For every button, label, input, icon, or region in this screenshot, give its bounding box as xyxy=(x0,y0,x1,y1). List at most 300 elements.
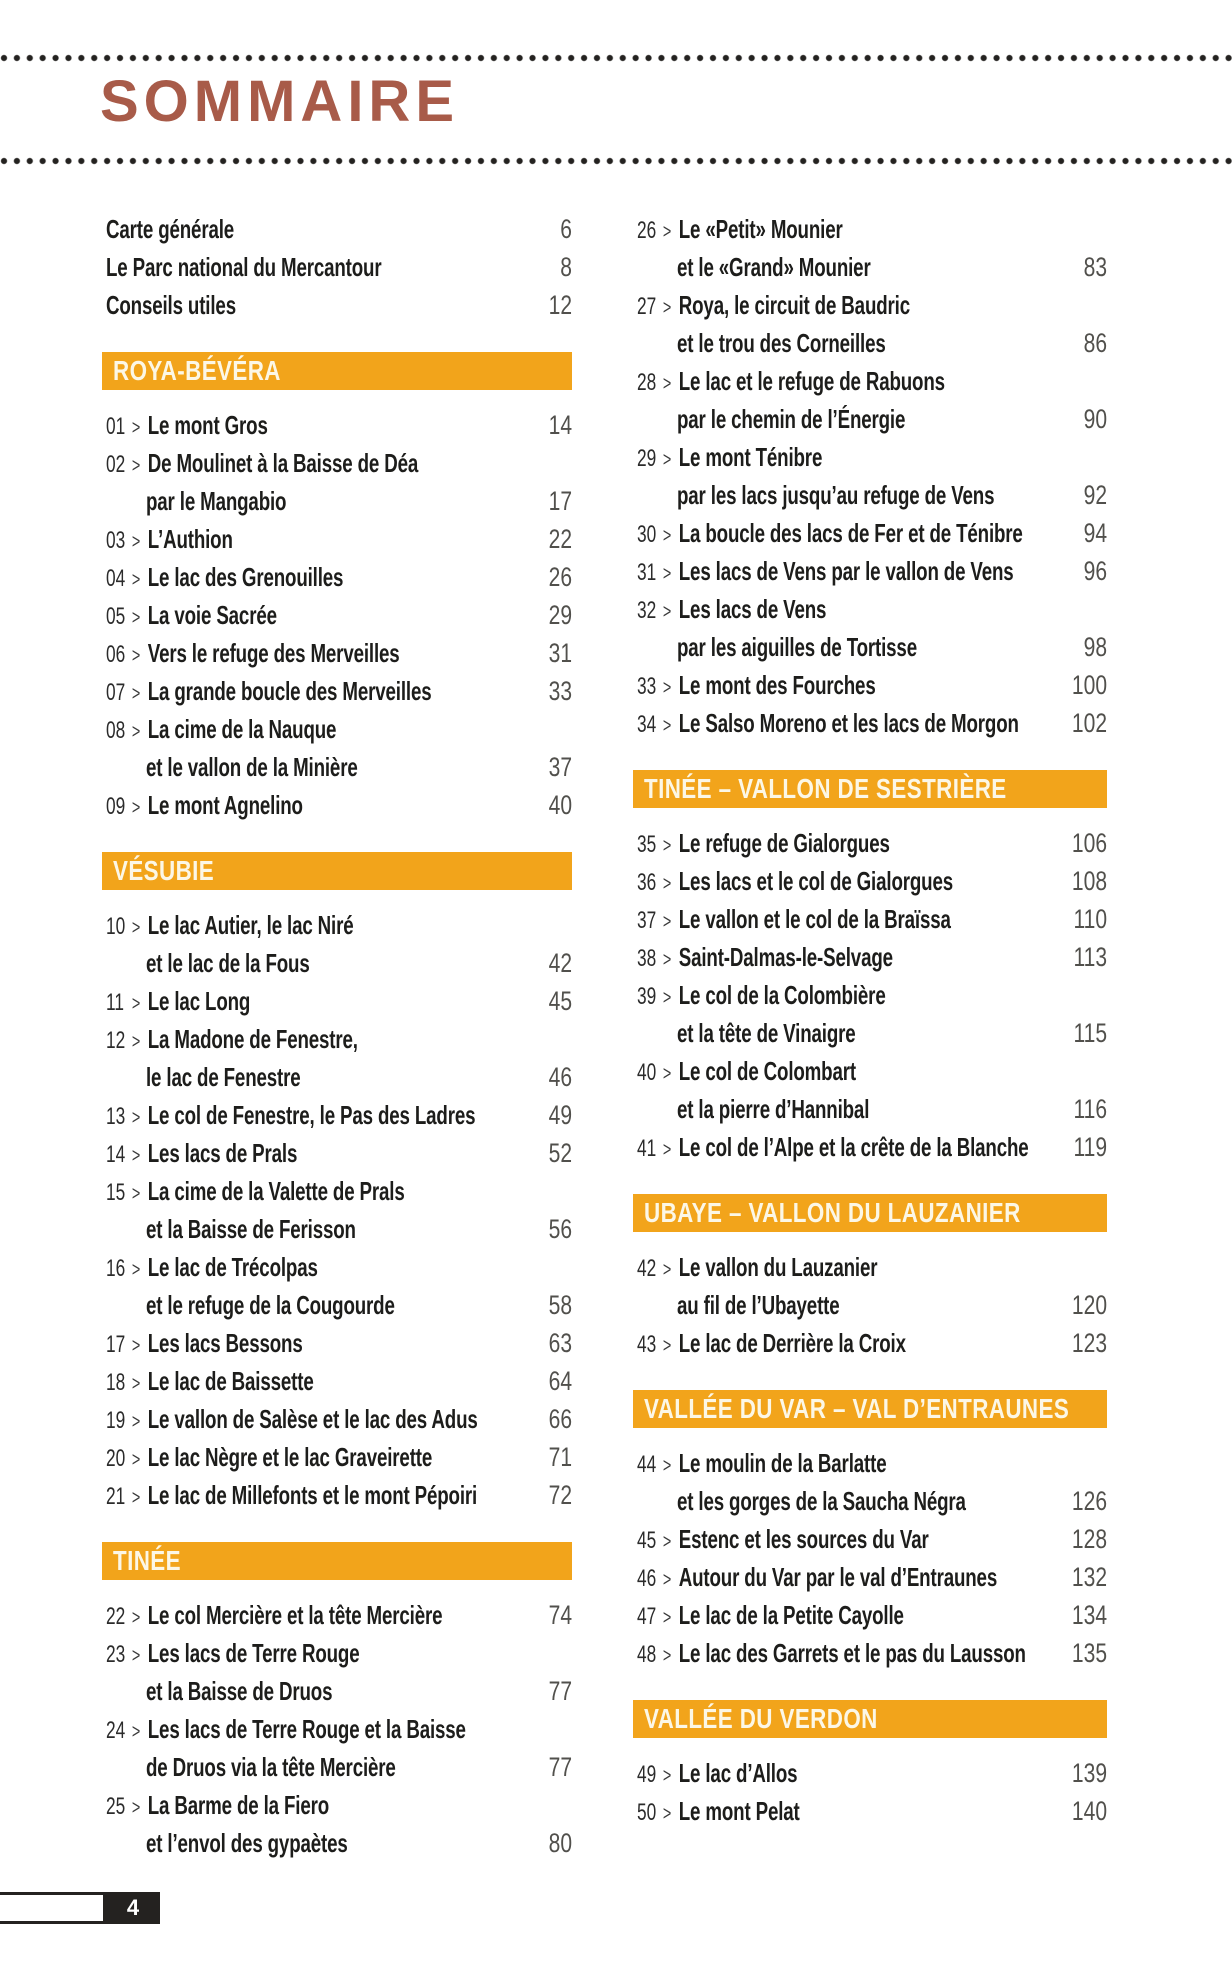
entry-title-continuation xyxy=(677,400,945,438)
chevron-right-icon: > xyxy=(662,297,672,319)
entry-title: Le lac Long xyxy=(147,986,251,1016)
dotted-separator-top xyxy=(0,54,1232,62)
chevron-right-icon: > xyxy=(131,917,141,939)
entry-title: Le col de la Colombière xyxy=(678,980,886,1010)
entry-title-line xyxy=(637,590,934,628)
entry-title-line xyxy=(637,514,1023,552)
entry-number: 45 xyxy=(637,1527,657,1554)
chevron-right-icon: > xyxy=(131,721,141,743)
chevron-right-icon: > xyxy=(662,949,672,971)
entry-title: Le Salso Moreno et les lacs de Morgon xyxy=(678,708,1019,738)
entry-title-line xyxy=(637,210,934,248)
chevron-right-icon: > xyxy=(131,797,141,819)
toc-entry xyxy=(106,1438,572,1476)
toc-entry xyxy=(106,634,572,672)
entry-list xyxy=(633,1248,1107,1362)
toc-entry xyxy=(106,210,572,248)
chevron-right-icon: > xyxy=(662,563,672,585)
entry-title: Le lac de Derrière la Croix xyxy=(678,1328,906,1358)
entry-number: 02 xyxy=(106,451,126,478)
entry-page-number: 31 xyxy=(548,638,572,668)
entry-page-number: 58 xyxy=(548,1290,572,1320)
entry-title: La grande boucle des Merveilles xyxy=(147,676,432,706)
entry-number: 41 xyxy=(637,1135,657,1162)
entry-title-line xyxy=(106,1362,400,1400)
entry-title: La cime de la Nauque xyxy=(147,714,337,744)
toc-entry xyxy=(637,1248,1107,1324)
section-header-label: VALLÉE DU VAR – VAL D’ENTRAUNES xyxy=(644,1393,1070,1424)
toc-entry xyxy=(637,824,1107,862)
entry-number: 15 xyxy=(106,1179,126,1206)
entry-title: par le chemin de l’Énergie xyxy=(677,404,906,434)
chevron-right-icon: > xyxy=(662,1063,672,1085)
entry-page-number: 40 xyxy=(548,790,572,820)
entry-number: 43 xyxy=(637,1331,657,1358)
entry-title-continuation xyxy=(146,1210,411,1248)
entry-title: La Barme de la Fiero xyxy=(147,1790,330,1820)
chevron-right-icon: > xyxy=(131,569,141,591)
entry-page-number: 22 xyxy=(548,524,572,554)
entry-page-number: 132 xyxy=(1071,1562,1107,1592)
entry-title: La voie Sacrée xyxy=(147,600,277,630)
entry-title: Le lac de la Petite Cayolle xyxy=(678,1600,904,1630)
entry-page-number: 96 xyxy=(1083,556,1107,586)
entry-page-number: 37 xyxy=(548,752,572,782)
entry-title-line xyxy=(637,1520,934,1558)
chevron-right-icon: > xyxy=(662,1569,672,1591)
entry-page-number: 106 xyxy=(1071,828,1107,858)
toc-entry xyxy=(106,558,572,596)
entry-title-continuation xyxy=(146,748,411,786)
folio-rule xyxy=(0,1892,106,1924)
chevron-right-icon: > xyxy=(131,683,141,705)
entry-number: 14 xyxy=(106,1141,126,1168)
section-header-label: TINÉE – VALLON DE SESTRIÈRE xyxy=(644,773,1007,804)
entry-title-continuation xyxy=(677,1286,945,1324)
chevron-right-icon: > xyxy=(662,1455,672,1477)
entry-title: Conseils utiles xyxy=(106,290,236,320)
entry-number: 34 xyxy=(637,711,657,738)
toc-entry xyxy=(106,248,572,286)
entry-title-line xyxy=(106,786,400,824)
chevron-right-icon: > xyxy=(662,873,672,895)
section-header xyxy=(633,770,1107,808)
entry-number: 07 xyxy=(106,679,126,706)
entry-number: 20 xyxy=(106,1445,126,1472)
entry-title: par le Mangabio xyxy=(146,486,287,516)
toc-entry xyxy=(106,1134,572,1172)
entry-title: Le lac de Baissette xyxy=(147,1366,314,1396)
chevron-right-icon: > xyxy=(131,1183,141,1205)
entry-page-number: 86 xyxy=(1083,328,1107,358)
chevron-right-icon: > xyxy=(131,1259,141,1281)
entry-title: et le refuge de la Cougourde xyxy=(146,1290,395,1320)
toc-entry xyxy=(637,666,1107,704)
entry-title: Le col de Fenestre, le Pas des Ladres xyxy=(147,1100,476,1130)
entry-title: et la tête de Vinaigre xyxy=(677,1018,856,1048)
entry-title-continuation xyxy=(677,476,995,514)
entry-number: 40 xyxy=(637,1059,657,1086)
entry-page-number: 74 xyxy=(548,1600,572,1630)
entry-title: et les gorges de la Saucha Négra xyxy=(677,1486,966,1516)
toc-entry xyxy=(106,710,572,786)
chevron-right-icon: > xyxy=(131,1107,141,1129)
chevron-right-icon: > xyxy=(662,373,672,395)
chevron-right-icon: > xyxy=(131,1373,141,1395)
section-header-label: VALLÉE DU VERDON xyxy=(644,1703,878,1734)
chevron-right-icon: > xyxy=(131,1645,141,1667)
chevron-right-icon: > xyxy=(131,1721,141,1743)
entry-page-number: 63 xyxy=(548,1328,572,1358)
page-title: SOMMAIRE xyxy=(100,69,459,134)
toc-entry xyxy=(637,1052,1107,1128)
entry-title-line xyxy=(106,1400,478,1438)
entry-title-line xyxy=(106,1476,478,1514)
entry-number: 36 xyxy=(637,869,657,896)
entry-page-number: 42 xyxy=(548,948,572,978)
entry-list xyxy=(102,1596,572,1862)
entry-title: et la Baisse de Druos xyxy=(146,1676,333,1706)
entry-title-line xyxy=(106,1596,443,1634)
entry-number: 39 xyxy=(637,983,657,1010)
entry-title: Le vallon du Lauzanier xyxy=(678,1252,878,1282)
entry-page-number: 77 xyxy=(548,1676,572,1706)
chevron-right-icon: > xyxy=(662,1645,672,1667)
chevron-right-icon: > xyxy=(131,417,141,439)
entry-title: et le «Grand» Mounier xyxy=(677,252,871,282)
entry-page-number: 116 xyxy=(1073,1094,1107,1124)
entry-title-line xyxy=(637,286,934,324)
toc-entry xyxy=(637,1444,1107,1520)
entry-title: Le moulin de la Barlatte xyxy=(678,1448,887,1478)
entry-page-number: 135 xyxy=(1071,1638,1107,1668)
entry-title-line xyxy=(637,1444,934,1482)
entry-title-line xyxy=(106,596,400,634)
entry-title-continuation xyxy=(146,1058,411,1096)
chevron-right-icon: > xyxy=(131,1487,141,1509)
chevron-right-icon: > xyxy=(131,1145,141,1167)
entry-number: 09 xyxy=(106,793,126,820)
entry-title-line xyxy=(637,362,945,400)
entry-page-number: 140 xyxy=(1071,1796,1107,1826)
entry-title: Saint-Dalmas-le-Selvage xyxy=(678,942,893,972)
entry-page-number: 52 xyxy=(548,1138,572,1168)
folio-page-number: 4 xyxy=(106,1892,160,1924)
entry-title-line xyxy=(106,672,432,710)
entry-number: 08 xyxy=(106,717,126,744)
entry-title: par les lacs jusqu’au refuge de Vens xyxy=(677,480,995,510)
section-header xyxy=(633,1194,1107,1232)
toc-entry xyxy=(106,1362,572,1400)
entry-title: Les lacs Bessons xyxy=(147,1328,303,1358)
entry-title: Les lacs de Terre Rouge et la Baisse xyxy=(147,1714,466,1744)
entry-title-continuation xyxy=(146,1748,411,1786)
entry-title-line xyxy=(106,1438,433,1476)
entry-title: Le mont Pelat xyxy=(678,1796,800,1826)
entry-title-continuation xyxy=(677,324,945,362)
entry-page-number: 94 xyxy=(1083,518,1107,548)
entry-page-number: 72 xyxy=(548,1480,572,1510)
entry-title-line xyxy=(106,1634,400,1672)
toc-entry xyxy=(106,1786,572,1862)
entry-title-line xyxy=(106,1096,476,1134)
entry-page-number: 92 xyxy=(1083,480,1107,510)
toc-entry xyxy=(106,1710,572,1786)
entry-number: 30 xyxy=(637,521,657,548)
entry-number: 04 xyxy=(106,565,126,592)
entry-title-line xyxy=(106,444,419,482)
entry-number: 16 xyxy=(106,1255,126,1282)
entry-title-line xyxy=(637,976,934,1014)
section-header xyxy=(102,852,572,890)
entry-page-number: 123 xyxy=(1071,1328,1107,1358)
entry-page-number: 134 xyxy=(1071,1600,1107,1630)
entry-title-line xyxy=(106,982,400,1020)
section-header xyxy=(102,352,572,390)
entry-page-number: 33 xyxy=(548,676,572,706)
section-header-label: TINÉE xyxy=(113,1545,181,1576)
entry-title: Le lac d’Allos xyxy=(678,1758,798,1788)
chevron-right-icon: > xyxy=(662,221,672,243)
entry-page-number: 17 xyxy=(548,486,572,516)
entry-title-line xyxy=(637,1052,934,1090)
entry-title-line xyxy=(106,1172,405,1210)
entry-number: 03 xyxy=(106,527,126,554)
section-header xyxy=(633,1390,1107,1428)
entry-title-line xyxy=(106,1020,400,1058)
entry-title-line xyxy=(637,1128,1029,1166)
chevron-right-icon: > xyxy=(131,1411,141,1433)
entry-page-number: 80 xyxy=(548,1828,572,1858)
entry-title-line xyxy=(106,710,400,748)
entry-title: le lac de Fenestre xyxy=(146,1062,301,1092)
toc-entry xyxy=(106,786,572,824)
toc-entry xyxy=(106,444,572,520)
entry-title: Les lacs de Terre Rouge xyxy=(147,1638,360,1668)
entry-title: et la pierre d’Hannibal xyxy=(677,1094,870,1124)
toc-entry xyxy=(106,906,572,982)
toc-entry xyxy=(637,900,1107,938)
entry-title-line xyxy=(106,248,400,286)
entry-page-number: 139 xyxy=(1071,1758,1107,1788)
entry-title: Le mont Ténibre xyxy=(678,442,823,472)
chevron-right-icon: > xyxy=(662,1765,672,1787)
toc-entry xyxy=(106,1248,572,1324)
entry-page-number: 128 xyxy=(1071,1524,1107,1554)
chevron-right-icon: > xyxy=(662,1607,672,1629)
entry-number: 49 xyxy=(637,1761,657,1788)
entry-title-continuation xyxy=(677,1014,945,1052)
entry-title: Le Parc national du Mercantour xyxy=(106,252,382,282)
entry-title: Le mont Agnelino xyxy=(147,790,303,820)
entry-list xyxy=(102,906,572,1514)
toc-entry xyxy=(106,672,572,710)
entry-title-continuation xyxy=(146,1286,411,1324)
toc-entry xyxy=(637,1754,1107,1792)
entry-title-line xyxy=(637,1324,934,1362)
entry-number: 11 xyxy=(106,989,124,1016)
toc-entry xyxy=(637,976,1107,1052)
toc-entry xyxy=(106,982,572,1020)
toc-entry xyxy=(637,1634,1107,1672)
entry-title: Le col de l’Alpe et la crête de la Blanche xyxy=(678,1132,1029,1162)
entry-title: Le col de Colombart xyxy=(678,1056,856,1086)
section-header xyxy=(102,1542,572,1580)
entry-number: 31 xyxy=(637,559,657,586)
chevron-right-icon: > xyxy=(662,1259,672,1281)
entry-number: 24 xyxy=(106,1717,126,1744)
entry-title-line xyxy=(106,634,400,672)
entry-title: Le lac des Garrets et le pas du Lausson xyxy=(678,1638,1026,1668)
column-left xyxy=(102,210,572,1862)
entry-title: de Druos via la tête Mercière xyxy=(146,1752,396,1782)
entry-page-number: 77 xyxy=(548,1752,572,1782)
toc-entry xyxy=(637,286,1107,362)
chevron-right-icon: > xyxy=(662,525,672,547)
entry-title-line xyxy=(106,1324,400,1362)
entry-title-line xyxy=(637,1792,934,1830)
column-right xyxy=(633,210,1107,1830)
entry-page-number: 64 xyxy=(548,1366,572,1396)
entry-title-line xyxy=(106,558,400,596)
entry-title: Autour du Var par le val d’Entraunes xyxy=(678,1562,998,1592)
entry-page-number: 12 xyxy=(548,290,572,320)
chevron-right-icon: > xyxy=(131,607,141,629)
toc-entry xyxy=(637,438,1107,514)
entry-list xyxy=(633,210,1107,742)
entry-title-continuation xyxy=(146,1672,411,1710)
entry-page-number: 126 xyxy=(1071,1486,1107,1516)
entry-title-line xyxy=(637,1558,998,1596)
entry-title: et le lac de la Fous xyxy=(146,948,310,978)
toc-entry xyxy=(637,552,1107,590)
entry-page-number: 119 xyxy=(1073,1132,1107,1162)
entry-number: 10 xyxy=(106,913,126,940)
entry-title: et le trou des Corneilles xyxy=(677,328,886,358)
entry-page-number: 100 xyxy=(1071,670,1107,700)
entry-title-line xyxy=(637,938,934,976)
entry-list xyxy=(102,406,572,824)
entry-title: La Madone de Fenestre, xyxy=(147,1024,358,1054)
entry-page-number: 29 xyxy=(548,600,572,630)
entry-title: Le lac de Millefonts et le mont Pépoiri xyxy=(147,1480,478,1510)
entry-title: au fil de l’Ubayette xyxy=(677,1290,840,1320)
entry-number: 13 xyxy=(106,1103,126,1130)
section-header-label: ROYA-BÉVÉRA xyxy=(113,355,281,386)
entry-title: par les aiguilles de Tortisse xyxy=(677,632,917,662)
folio-tab xyxy=(0,1892,160,1924)
entry-number: 37 xyxy=(637,907,657,934)
entry-number: 18 xyxy=(106,1369,126,1396)
entry-number: 46 xyxy=(637,1565,657,1592)
entry-title: L’Authion xyxy=(147,524,233,554)
entry-title-line xyxy=(637,900,951,938)
dotted-separator-bottom xyxy=(0,157,1232,165)
entry-page-number: 120 xyxy=(1071,1290,1107,1320)
entry-page-number: 83 xyxy=(1083,252,1107,282)
chevron-right-icon: > xyxy=(662,911,672,933)
entry-number: 35 xyxy=(637,831,657,858)
entry-title-continuation xyxy=(677,628,945,666)
entry-title: Vers le refuge des Merveilles xyxy=(147,638,400,668)
entry-title: Carte générale xyxy=(106,214,235,244)
entry-list xyxy=(102,210,572,324)
toc-entry xyxy=(106,1172,572,1248)
chevron-right-icon: > xyxy=(662,835,672,857)
entry-number: 38 xyxy=(637,945,657,972)
entry-title-line xyxy=(637,666,934,704)
entry-page-number: 108 xyxy=(1071,866,1107,896)
entry-title-line xyxy=(637,1754,934,1792)
entry-number: 23 xyxy=(106,1641,126,1668)
entry-number: 06 xyxy=(106,641,126,668)
entry-title: Le refuge de Gialorgues xyxy=(678,828,890,858)
entry-title-line xyxy=(106,1248,400,1286)
section-header-label: VÉSUBIE xyxy=(113,855,215,886)
chevron-right-icon: > xyxy=(131,645,141,667)
entry-page-number: 26 xyxy=(548,562,572,592)
entry-number: 47 xyxy=(637,1603,657,1630)
entry-number: 05 xyxy=(106,603,126,630)
entry-title-line xyxy=(637,1248,934,1286)
entry-number: 29 xyxy=(637,445,657,472)
toc-entry xyxy=(106,1634,572,1710)
toc-entry xyxy=(637,1520,1107,1558)
chevron-right-icon: > xyxy=(662,601,672,623)
entry-title: Les lacs de Vens par le vallon de Vens xyxy=(678,556,1014,586)
entry-title: De Moulinet à la Baisse de Déa xyxy=(147,448,419,478)
chevron-right-icon: > xyxy=(131,455,141,477)
toc-entry xyxy=(637,1792,1107,1830)
toc-entry xyxy=(637,590,1107,666)
entry-title-line xyxy=(106,210,400,248)
entry-title-line xyxy=(637,1634,1026,1672)
entry-page-number: 6 xyxy=(560,214,572,244)
toc-entry xyxy=(106,1400,572,1438)
toc-entry xyxy=(106,406,572,444)
entry-title-continuation xyxy=(146,482,411,520)
entry-title-line xyxy=(637,824,934,862)
chevron-right-icon: > xyxy=(131,531,141,553)
entry-list xyxy=(633,1754,1107,1830)
toc-entry xyxy=(106,1020,572,1096)
entry-page-number: 71 xyxy=(548,1442,572,1472)
entry-page-number: 45 xyxy=(548,986,572,1016)
entry-title: Le vallon de Salèse et le lac des Adus xyxy=(147,1404,478,1434)
entry-number: 44 xyxy=(637,1451,657,1478)
entry-page-number: 98 xyxy=(1083,632,1107,662)
entry-title: et le vallon de la Minière xyxy=(146,752,358,782)
entry-title: La cime de la Valette de Prals xyxy=(147,1176,405,1206)
entry-title: Le col Mercière et la tête Mercière xyxy=(147,1600,443,1630)
entry-title: et la Baisse de Ferisson xyxy=(146,1214,356,1244)
entry-number: 12 xyxy=(106,1027,126,1054)
entry-title: Le lac de Trécolpas xyxy=(147,1252,318,1282)
entry-title-line xyxy=(106,406,400,444)
entry-title: Le vallon et le col de la Braïssa xyxy=(678,904,951,934)
entry-page-number: 66 xyxy=(548,1404,572,1434)
entry-number: 28 xyxy=(637,369,657,396)
entry-title-line xyxy=(637,552,1014,590)
entry-number: 27 xyxy=(637,293,657,320)
entry-number: 19 xyxy=(106,1407,126,1434)
toc-entry xyxy=(637,514,1107,552)
entry-title-line xyxy=(637,438,934,476)
entry-number: 26 xyxy=(637,217,657,244)
entry-number: 32 xyxy=(637,597,657,624)
toc-entry xyxy=(106,596,572,634)
entry-page-number: 90 xyxy=(1083,404,1107,434)
